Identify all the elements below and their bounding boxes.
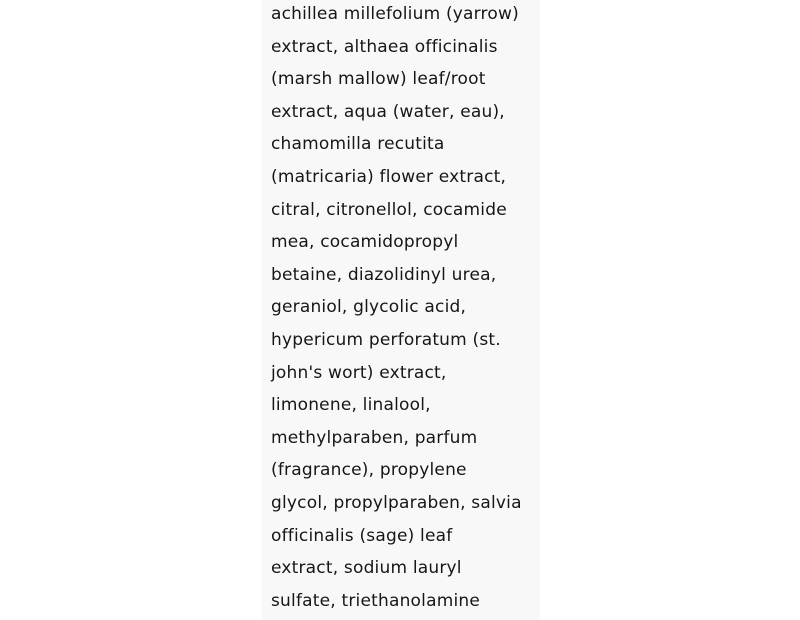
ingredients-line: extract, sodium lauryl [271,558,462,579]
ingredients-line: (fragrance), propylene [271,460,467,481]
ingredients-line: betaine, diazolidinyl urea, [271,264,497,285]
ingredients-line: citral, citronellol, cocamide [271,199,507,220]
ingredients-line: officinalis (sage) leaf [271,525,453,546]
ingredients-line: (marsh mallow) leaf/root [271,69,486,90]
ingredients-line: geraniol, glycolic acid, [271,297,467,318]
ingredients-line: glycol, propylparaben, salvia [271,492,522,513]
ingredients-line: mea, cocamidopropyl [271,232,459,253]
ingredients-line: methylparaben, parfum [271,427,478,448]
ingredients-line: (matricaria) flower extract, [271,166,507,187]
ingredients-line: achillea millefolium (yarrow) [271,4,519,24]
ingredients-line: limonene, linalool, [271,395,431,416]
ingredients-line: sulfate, triethanolamine [271,590,481,611]
ingredients-line: hypericum perforatum (st. [271,329,501,350]
ingredients-line: chamomilla recutita [271,134,445,155]
ingredients-line: extract, aqua (water, eau), [271,101,505,122]
ingredients-line: john's wort) extract, [271,362,447,383]
ingredients-line: extract, althaea officinalis [271,36,498,57]
ingredients-list [271,0,522,617]
ingredients-panel[interactable] [261,0,540,620]
